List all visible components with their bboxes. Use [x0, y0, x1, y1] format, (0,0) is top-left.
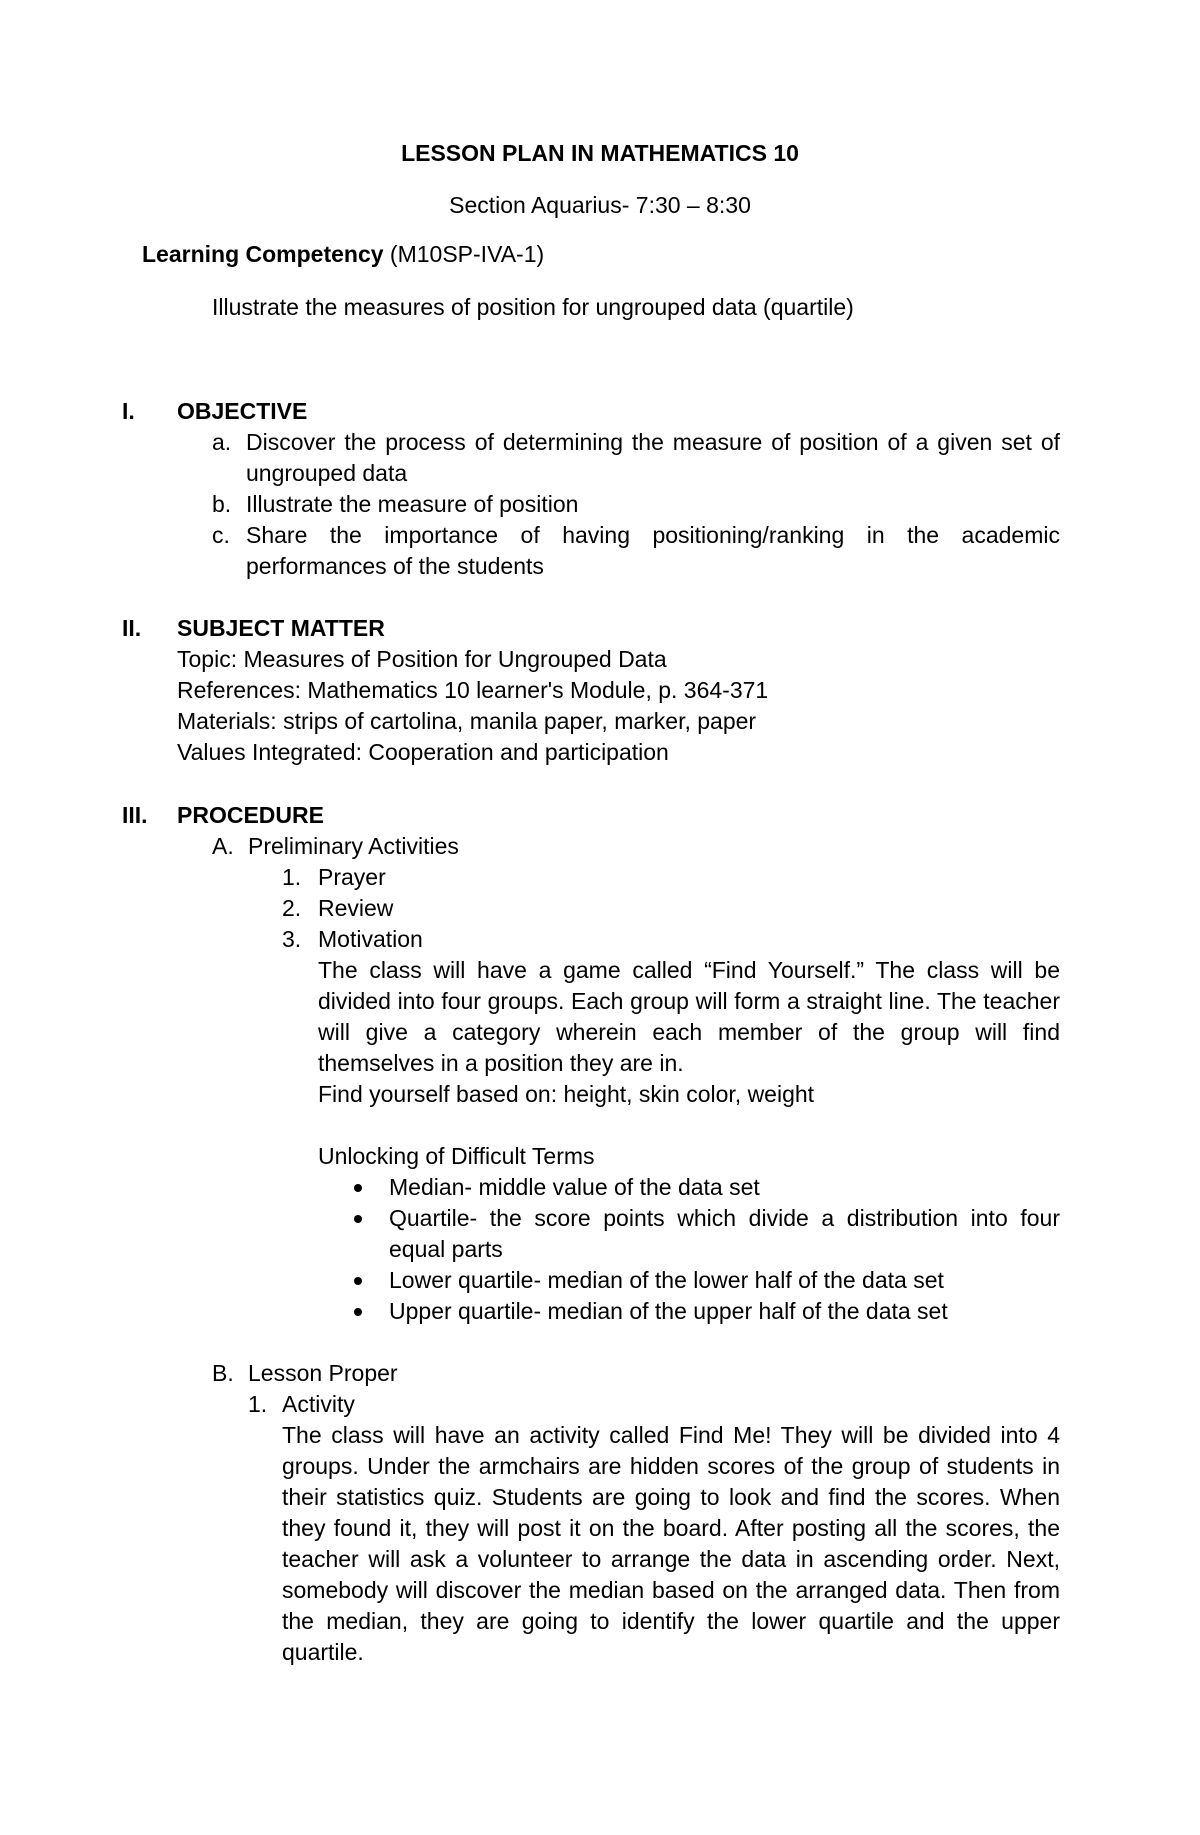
objective-item: Illustrate the measure of position — [246, 491, 579, 517]
learning-competency-text: Illustrate the measures of position for ungrouped data (quartile) — [212, 294, 854, 320]
prelim-num: 1. — [282, 864, 302, 890]
lesson-proper-title: Lesson Proper — [248, 1360, 398, 1386]
objective-item: Share the importance of having positioning/ranking in the academic performances of the students — [246, 522, 1060, 579]
bullet-icon — [354, 1277, 362, 1285]
preliminary-letter: A. — [212, 833, 234, 859]
activity-num: 1. — [248, 1391, 268, 1417]
subject-numeral: II. — [122, 615, 142, 641]
subject-values: Values Integrated: Cooperation and participation — [177, 739, 669, 765]
term-item: Lower quartile- median of the lower half of the data set — [389, 1267, 944, 1293]
prelim-item: Motivation — [318, 926, 423, 952]
procedure-heading: PROCEDURE — [177, 802, 324, 828]
prelim-item: Prayer — [318, 864, 386, 890]
learning-competency-label: Learning Competency — [142, 241, 384, 267]
prelim-num: 3. — [282, 926, 302, 952]
subject-topic: Topic: Measures of Position for Ungrouped Data — [177, 646, 667, 672]
subject-materials: Materials: strips of cartolina, manila paper, marker, paper — [177, 708, 757, 734]
bullet-icon — [354, 1215, 362, 1223]
find-yourself-criteria: Find yourself based on: height, skin color, weight — [318, 1081, 815, 1107]
learning-competency — [142, 239, 544, 270]
term-item: Median- middle value of the data set — [389, 1174, 760, 1200]
prelim-item: Review — [318, 895, 394, 921]
lesson-proper-letter: B. — [212, 1360, 234, 1386]
motivation-text: The class will have a game called “Find Yourself.” The class will be divided into four groups. Each group will form a straight line. The teacher will give a category wherein each member of the group will find themselves in a position they are in. — [318, 957, 1060, 1076]
subject-references: References: Mathematics 10 learner's Module, p. 364-371 — [177, 677, 769, 703]
objective-item-letter: a. — [212, 429, 232, 455]
prelim-num: 2. — [282, 895, 302, 921]
bullet-icon — [354, 1308, 362, 1316]
activity-text: The class will have an activity called Find Me! They will be divided into 4 groups. Under the armchairs are hidden scores of the group of students in their statistics quiz. Students are going to look and find the scores. When they found it, they will post it on the board. After posting all the scores, the teacher will ask a volunteer to arrange the data in ascending order. Next, somebody will discover the median based on the arranged data. Then from the median, they are going to identify the lower quartile and the upper quartile. — [282, 1422, 1060, 1665]
page-title: LESSON PLAN IN MATHEMATICS 10 — [401, 140, 799, 166]
objective-item: Discover the process of determining the measure of position of a given set of ungrouped data — [246, 429, 1060, 486]
objective-item-letter: c. — [212, 522, 230, 548]
unlocking-title: Unlocking of Difficult Terms — [318, 1143, 595, 1169]
term-item: Upper quartile- median of the upper half of the data set — [389, 1298, 948, 1324]
bullet-icon — [354, 1184, 362, 1192]
objective-item-letter: b. — [212, 491, 232, 517]
learning-competency-code: (M10SP-IVA-1) — [383, 241, 545, 267]
objective-numeral: I. — [122, 398, 135, 424]
section-schedule: Section Aquarius- 7:30 – 8:30 — [449, 192, 751, 218]
preliminary-title: Preliminary Activities — [248, 833, 459, 859]
term-item: Quartile- the score points which divide a distribution into four equal parts — [389, 1205, 1060, 1262]
objective-heading: OBJECTIVE — [177, 398, 308, 424]
activity-title: Activity — [282, 1391, 355, 1417]
subject-heading: SUBJECT MATTER — [177, 615, 385, 641]
procedure-numeral: III. — [122, 802, 148, 828]
